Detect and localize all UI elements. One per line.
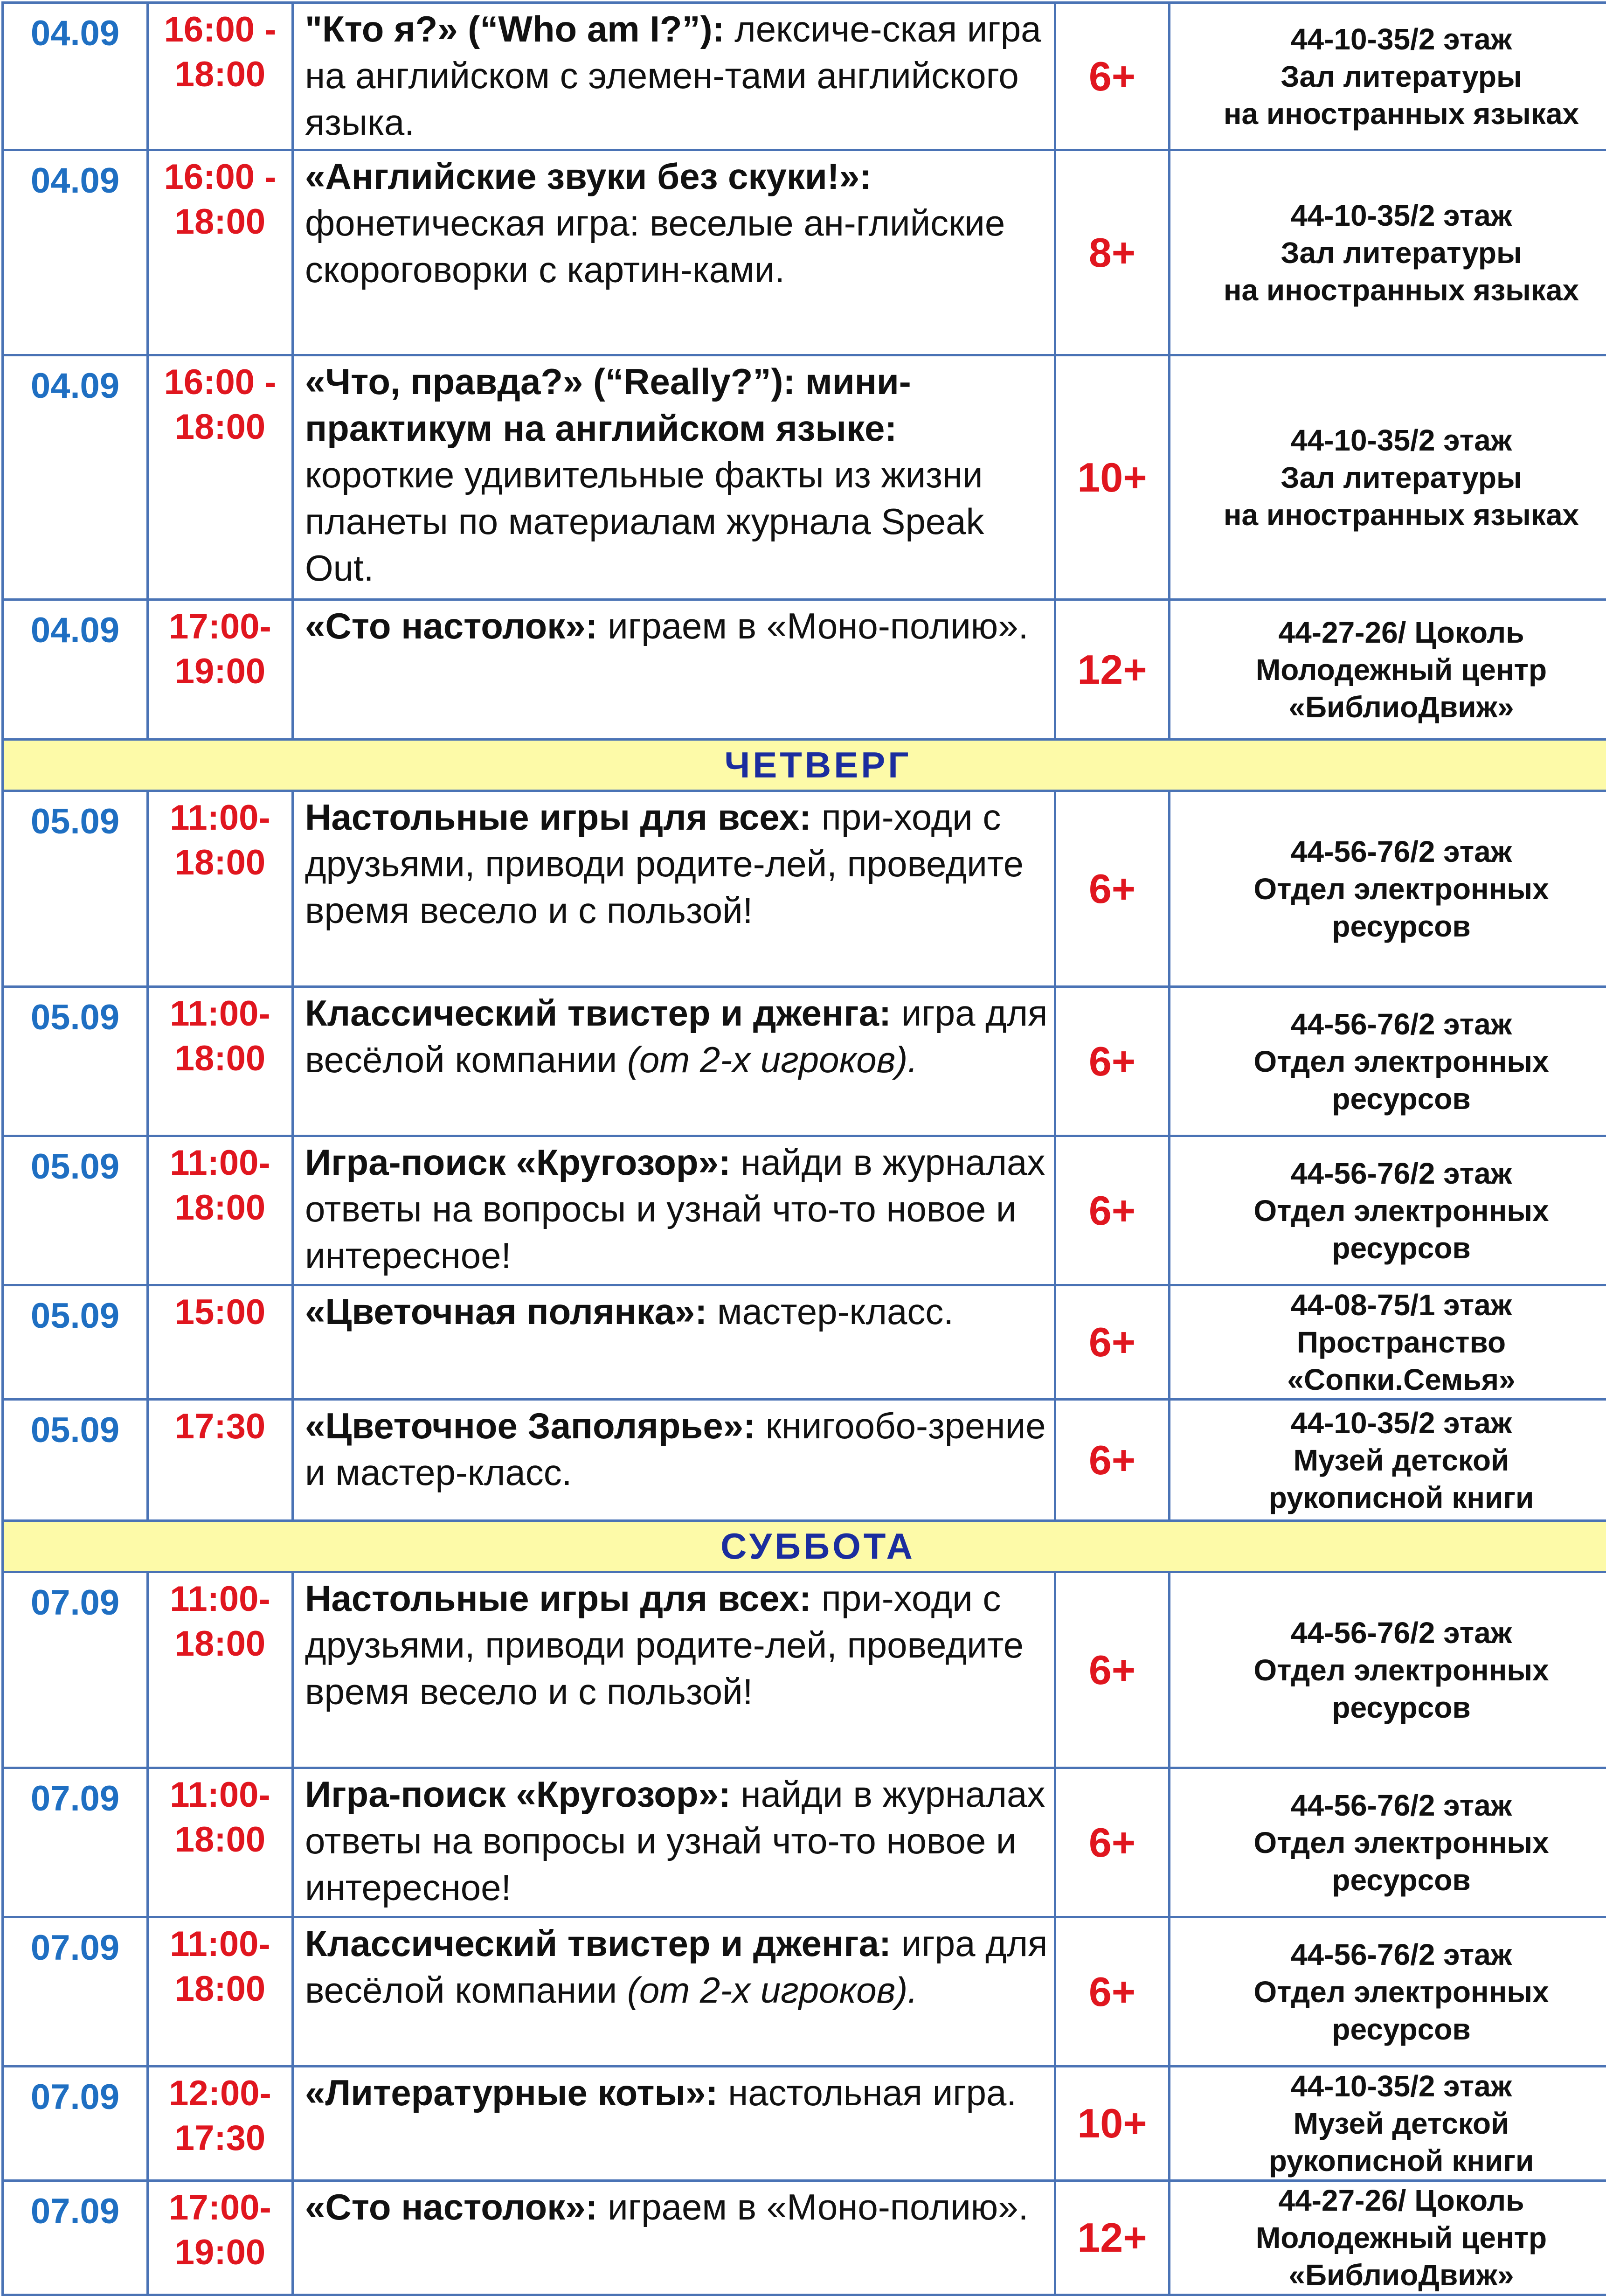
event-title: «Литературные коты»: <box>305 2072 718 2113</box>
location-phone-floor: 44-27-26/ Цоколь <box>1170 2182 1606 2219</box>
event-text: играем в «Моно-полию». <box>598 2186 1029 2227</box>
age-rating: 6+ <box>1055 1572 1170 1768</box>
location-phone-floor: 44-10-35/2 этаж <box>1170 197 1606 234</box>
location-phone-floor: 44-56-76/2 этаж <box>1170 1006 1606 1043</box>
age-rating: 6+ <box>1055 987 1170 1136</box>
event-time-start: 11:00- <box>149 992 291 1036</box>
event-date: 07.09 <box>3 2067 148 2181</box>
age-rating: 6+ <box>1055 1400 1170 1521</box>
event-time-end: 18:00 <box>149 840 291 885</box>
event-row <box>3 2067 1606 2181</box>
day-header-saturday: СУББОТА <box>3 1521 1606 1572</box>
location-phone-floor: 44-10-35/2 этаж <box>1170 21 1606 58</box>
event-time <box>148 1285 293 1400</box>
location-venue: Зал литературы <box>1170 234 1606 271</box>
event-title: Классический твистер и дженга: <box>305 1923 891 1964</box>
event-time <box>148 1400 293 1521</box>
event-location <box>1170 355 1606 600</box>
event-text: настольная игра. <box>718 2072 1017 2113</box>
event-time <box>148 791 293 987</box>
event-title: Классический твистер и дженга: <box>305 992 891 1034</box>
event-date: 04.09 <box>3 600 148 740</box>
event-text: найди в журналах ответы на вопросы и узнай что-то новое и интересное! <box>305 1142 1045 1276</box>
location-phone-floor: 44-56-76/2 этаж <box>1170 1787 1606 1824</box>
event-time-start: 16:00 - <box>149 155 291 200</box>
event-time-start: 11:00- <box>149 1922 291 1967</box>
event-location <box>1170 2181 1606 2295</box>
location-venue-detail: «Сопки.Семья» <box>1170 1361 1606 1398</box>
event-location <box>1170 150 1606 355</box>
event-text: лексиче-ская игра на английском с элемен-тами английского языка. <box>305 8 1041 143</box>
event-location <box>1170 987 1606 1136</box>
event-time <box>148 2181 293 2295</box>
event-time-start: 11:00- <box>149 796 291 840</box>
event-time-end: 18:00 <box>149 1967 291 2012</box>
event-time-start: 12:00- <box>149 2071 291 2116</box>
event-row <box>3 1768 1606 1917</box>
day-header-row <box>3 740 1606 791</box>
location-venue-detail: «БиблиоДвиж» <box>1170 2256 1606 2294</box>
location-venue-detail: ресурсов <box>1170 908 1606 945</box>
location-venue-detail: ресурсов <box>1170 1861 1606 1899</box>
location-venue: Отдел электронных <box>1170 1973 1606 2011</box>
event-description <box>293 1136 1055 1285</box>
event-location <box>1170 791 1606 987</box>
event-time-end: 18:00 <box>149 200 291 244</box>
event-title: «Цветочное Заполярье»: <box>305 1405 755 1446</box>
location-phone-floor: 44-56-76/2 этаж <box>1170 833 1606 870</box>
event-title: Игра-поиск «Кругозор»: <box>305 1774 731 1815</box>
schedule-table <box>1 1 1606 2296</box>
location-venue-detail: на иностранных языках <box>1170 95 1606 132</box>
location-venue-detail: «БиблиоДвиж» <box>1170 688 1606 726</box>
event-location <box>1170 2067 1606 2181</box>
event-note: (от 2-х игроков). <box>627 1039 918 1080</box>
location-venue: Музей детской <box>1170 2105 1606 2142</box>
event-text: при-ходи с друзьями, приводи родите-лей, проведите время весело и с пользой! <box>305 797 1024 931</box>
event-date: 07.09 <box>3 1917 148 2067</box>
event-row <box>3 987 1606 1136</box>
event-description <box>293 355 1055 600</box>
event-text: короткие удивительные факты из жизни планеты по материалам журнала Speak Out. <box>305 454 984 589</box>
event-time-start: 16:00 - <box>149 7 291 52</box>
event-time-end: 18:00 <box>149 1622 291 1666</box>
event-time-end: 18:00 <box>149 1817 291 1862</box>
event-description <box>293 1285 1055 1400</box>
location-venue: Отдел электронных <box>1170 1192 1606 1229</box>
event-title: Настольные игры для всех: <box>305 1578 811 1619</box>
event-description <box>293 1917 1055 2067</box>
age-rating: 10+ <box>1055 2067 1170 2181</box>
event-text: мастер-класс. <box>707 1291 954 1332</box>
event-time <box>148 150 293 355</box>
location-phone-floor: 44-56-76/2 этаж <box>1170 1614 1606 1651</box>
event-row <box>3 1917 1606 2067</box>
location-phone-floor: 44-10-35/2 этаж <box>1170 422 1606 459</box>
event-location <box>1170 1136 1606 1285</box>
age-rating: 10+ <box>1055 355 1170 600</box>
event-time <box>148 987 293 1136</box>
event-time <box>148 600 293 740</box>
event-location <box>1170 600 1606 740</box>
event-row <box>3 1400 1606 1521</box>
location-phone-floor: 44-56-76/2 этаж <box>1170 1155 1606 1192</box>
location-venue-detail: ресурсов <box>1170 2011 1606 2048</box>
location-phone-floor: 44-08-75/1 этаж <box>1170 1286 1606 1324</box>
event-location <box>1170 1768 1606 1917</box>
event-date: 05.09 <box>3 1400 148 1521</box>
event-description <box>293 1768 1055 1917</box>
location-venue-detail: на иностранных языках <box>1170 496 1606 534</box>
event-text: при-ходи с друзьями, приводи родите-лей, проведите время весело и с пользой! <box>305 1578 1024 1712</box>
event-location <box>1170 1572 1606 1768</box>
event-description <box>293 1400 1055 1521</box>
location-venue: Отдел электронных <box>1170 1651 1606 1689</box>
event-row <box>3 2181 1606 2295</box>
event-time-start: 17:30 <box>149 1404 291 1449</box>
event-date: 07.09 <box>3 2181 148 2295</box>
event-title: «Английские звуки без скуки!»: <box>305 156 872 197</box>
event-time-start: 17:00- <box>149 2185 291 2230</box>
event-description <box>293 3 1055 150</box>
event-date: 07.09 <box>3 1572 148 1768</box>
location-phone-floor: 44-10-35/2 этаж <box>1170 2067 1606 2105</box>
event-text: игра для весёлой компании <box>305 1923 1047 2011</box>
event-time <box>148 1917 293 2067</box>
event-time-start: 11:00- <box>149 1773 291 1817</box>
event-description <box>293 1572 1055 1768</box>
event-row <box>3 791 1606 987</box>
event-description <box>293 791 1055 987</box>
event-time-end: 18:00 <box>149 1186 291 1230</box>
event-time <box>148 1768 293 1917</box>
schedule-body <box>3 3 1606 2295</box>
event-time-end: 19:00 <box>149 649 291 694</box>
age-rating: 8+ <box>1055 150 1170 355</box>
location-venue-detail: на иностранных языках <box>1170 271 1606 309</box>
event-time <box>148 355 293 600</box>
event-date: 05.09 <box>3 987 148 1136</box>
event-text: фонетическая игра: веселые ан-глийские скороговорки с картин-ками. <box>305 202 1005 290</box>
location-phone-floor: 44-56-76/2 этаж <box>1170 1936 1606 1973</box>
event-time-end: 18:00 <box>149 405 291 450</box>
event-title: «Цветочная полянка»: <box>305 1291 707 1332</box>
location-venue: Зал литературы <box>1170 58 1606 95</box>
location-venue: Молодежный центр <box>1170 651 1606 688</box>
event-description <box>293 2181 1055 2295</box>
event-title: «Сто настолок»: <box>305 2186 598 2227</box>
event-date: 07.09 <box>3 1768 148 1917</box>
location-venue-detail: ресурсов <box>1170 1229 1606 1267</box>
location-venue-detail: ресурсов <box>1170 1689 1606 1726</box>
event-row <box>3 1572 1606 1768</box>
event-time-start: 17:00- <box>149 604 291 649</box>
event-time-end: 18:00 <box>149 1036 291 1081</box>
event-description <box>293 150 1055 355</box>
event-location <box>1170 1400 1606 1521</box>
age-rating: 12+ <box>1055 2181 1170 2295</box>
event-location <box>1170 1285 1606 1400</box>
age-rating: 6+ <box>1055 3 1170 150</box>
event-date: 05.09 <box>3 1285 148 1400</box>
event-time-start: 16:00 - <box>149 360 291 405</box>
event-date: 05.09 <box>3 791 148 987</box>
location-venue: Отдел электронных <box>1170 1824 1606 1861</box>
event-text: книгообо-зрение и мастер-класс. <box>305 1405 1046 1493</box>
age-rating: 6+ <box>1055 1136 1170 1285</box>
event-title: «Сто настолок»: <box>305 605 598 646</box>
age-rating: 12+ <box>1055 600 1170 740</box>
location-venue: Отдел электронных <box>1170 1043 1606 1080</box>
age-rating: 6+ <box>1055 1768 1170 1917</box>
event-time <box>148 2067 293 2181</box>
event-time-start: 11:00- <box>149 1141 291 1186</box>
location-venue: Зал литературы <box>1170 459 1606 496</box>
event-time-start: 15:00 <box>149 1290 291 1335</box>
event-time-start: 11:00- <box>149 1577 291 1622</box>
age-rating: 6+ <box>1055 1285 1170 1400</box>
location-venue: Отдел электронных <box>1170 870 1606 908</box>
event-date: 04.09 <box>3 355 148 600</box>
location-venue-detail: рукописной книги <box>1170 1479 1606 1516</box>
event-row <box>3 150 1606 355</box>
event-location <box>1170 3 1606 150</box>
event-description <box>293 987 1055 1136</box>
event-note: (от 2-х игроков). <box>627 1970 918 2011</box>
event-time <box>148 1572 293 1768</box>
event-title: Игра-поиск «Кругозор»: <box>305 1142 731 1183</box>
day-header-row <box>3 1521 1606 1572</box>
event-time-end: 18:00 <box>149 52 291 97</box>
location-phone-floor: 44-27-26/ Цоколь <box>1170 614 1606 651</box>
event-description <box>293 600 1055 740</box>
day-header-thursday: ЧЕТВЕРГ <box>3 740 1606 791</box>
event-row <box>3 600 1606 740</box>
event-row <box>3 1136 1606 1285</box>
event-description <box>293 2067 1055 2181</box>
event-time <box>148 3 293 150</box>
event-text: найди в журналах ответы на вопросы и узнай что-то новое и интересное! <box>305 1774 1045 1908</box>
location-venue: Молодежный центр <box>1170 2219 1606 2256</box>
event-text: играем в «Моно-полию». <box>598 605 1029 646</box>
event-date: 04.09 <box>3 150 148 355</box>
location-venue: Музей детской <box>1170 1442 1606 1479</box>
event-date: 05.09 <box>3 1136 148 1285</box>
event-title: Настольные игры для всех: <box>305 797 811 838</box>
location-phone-floor: 44-10-35/2 этаж <box>1170 1404 1606 1442</box>
location-venue-detail: рукописной книги <box>1170 2142 1606 2179</box>
event-title: «Что, правда?» (“Really?”): мини-практикум на английском языке: <box>305 361 911 449</box>
location-venue: Пространство <box>1170 1324 1606 1361</box>
event-row <box>3 355 1606 600</box>
event-text: игра для весёлой компании <box>305 992 1047 1080</box>
event-time-end: 19:00 <box>149 2230 291 2275</box>
event-title: "Кто я?» (“Who am I?”): <box>305 8 725 49</box>
event-location <box>1170 1917 1606 2067</box>
location-venue-detail: ресурсов <box>1170 1080 1606 1117</box>
age-rating: 6+ <box>1055 791 1170 987</box>
event-row <box>3 3 1606 150</box>
event-time <box>148 1136 293 1285</box>
event-row <box>3 1285 1606 1400</box>
age-rating: 6+ <box>1055 1917 1170 2067</box>
event-date: 04.09 <box>3 3 148 150</box>
event-time-end: 17:30 <box>149 2116 291 2161</box>
